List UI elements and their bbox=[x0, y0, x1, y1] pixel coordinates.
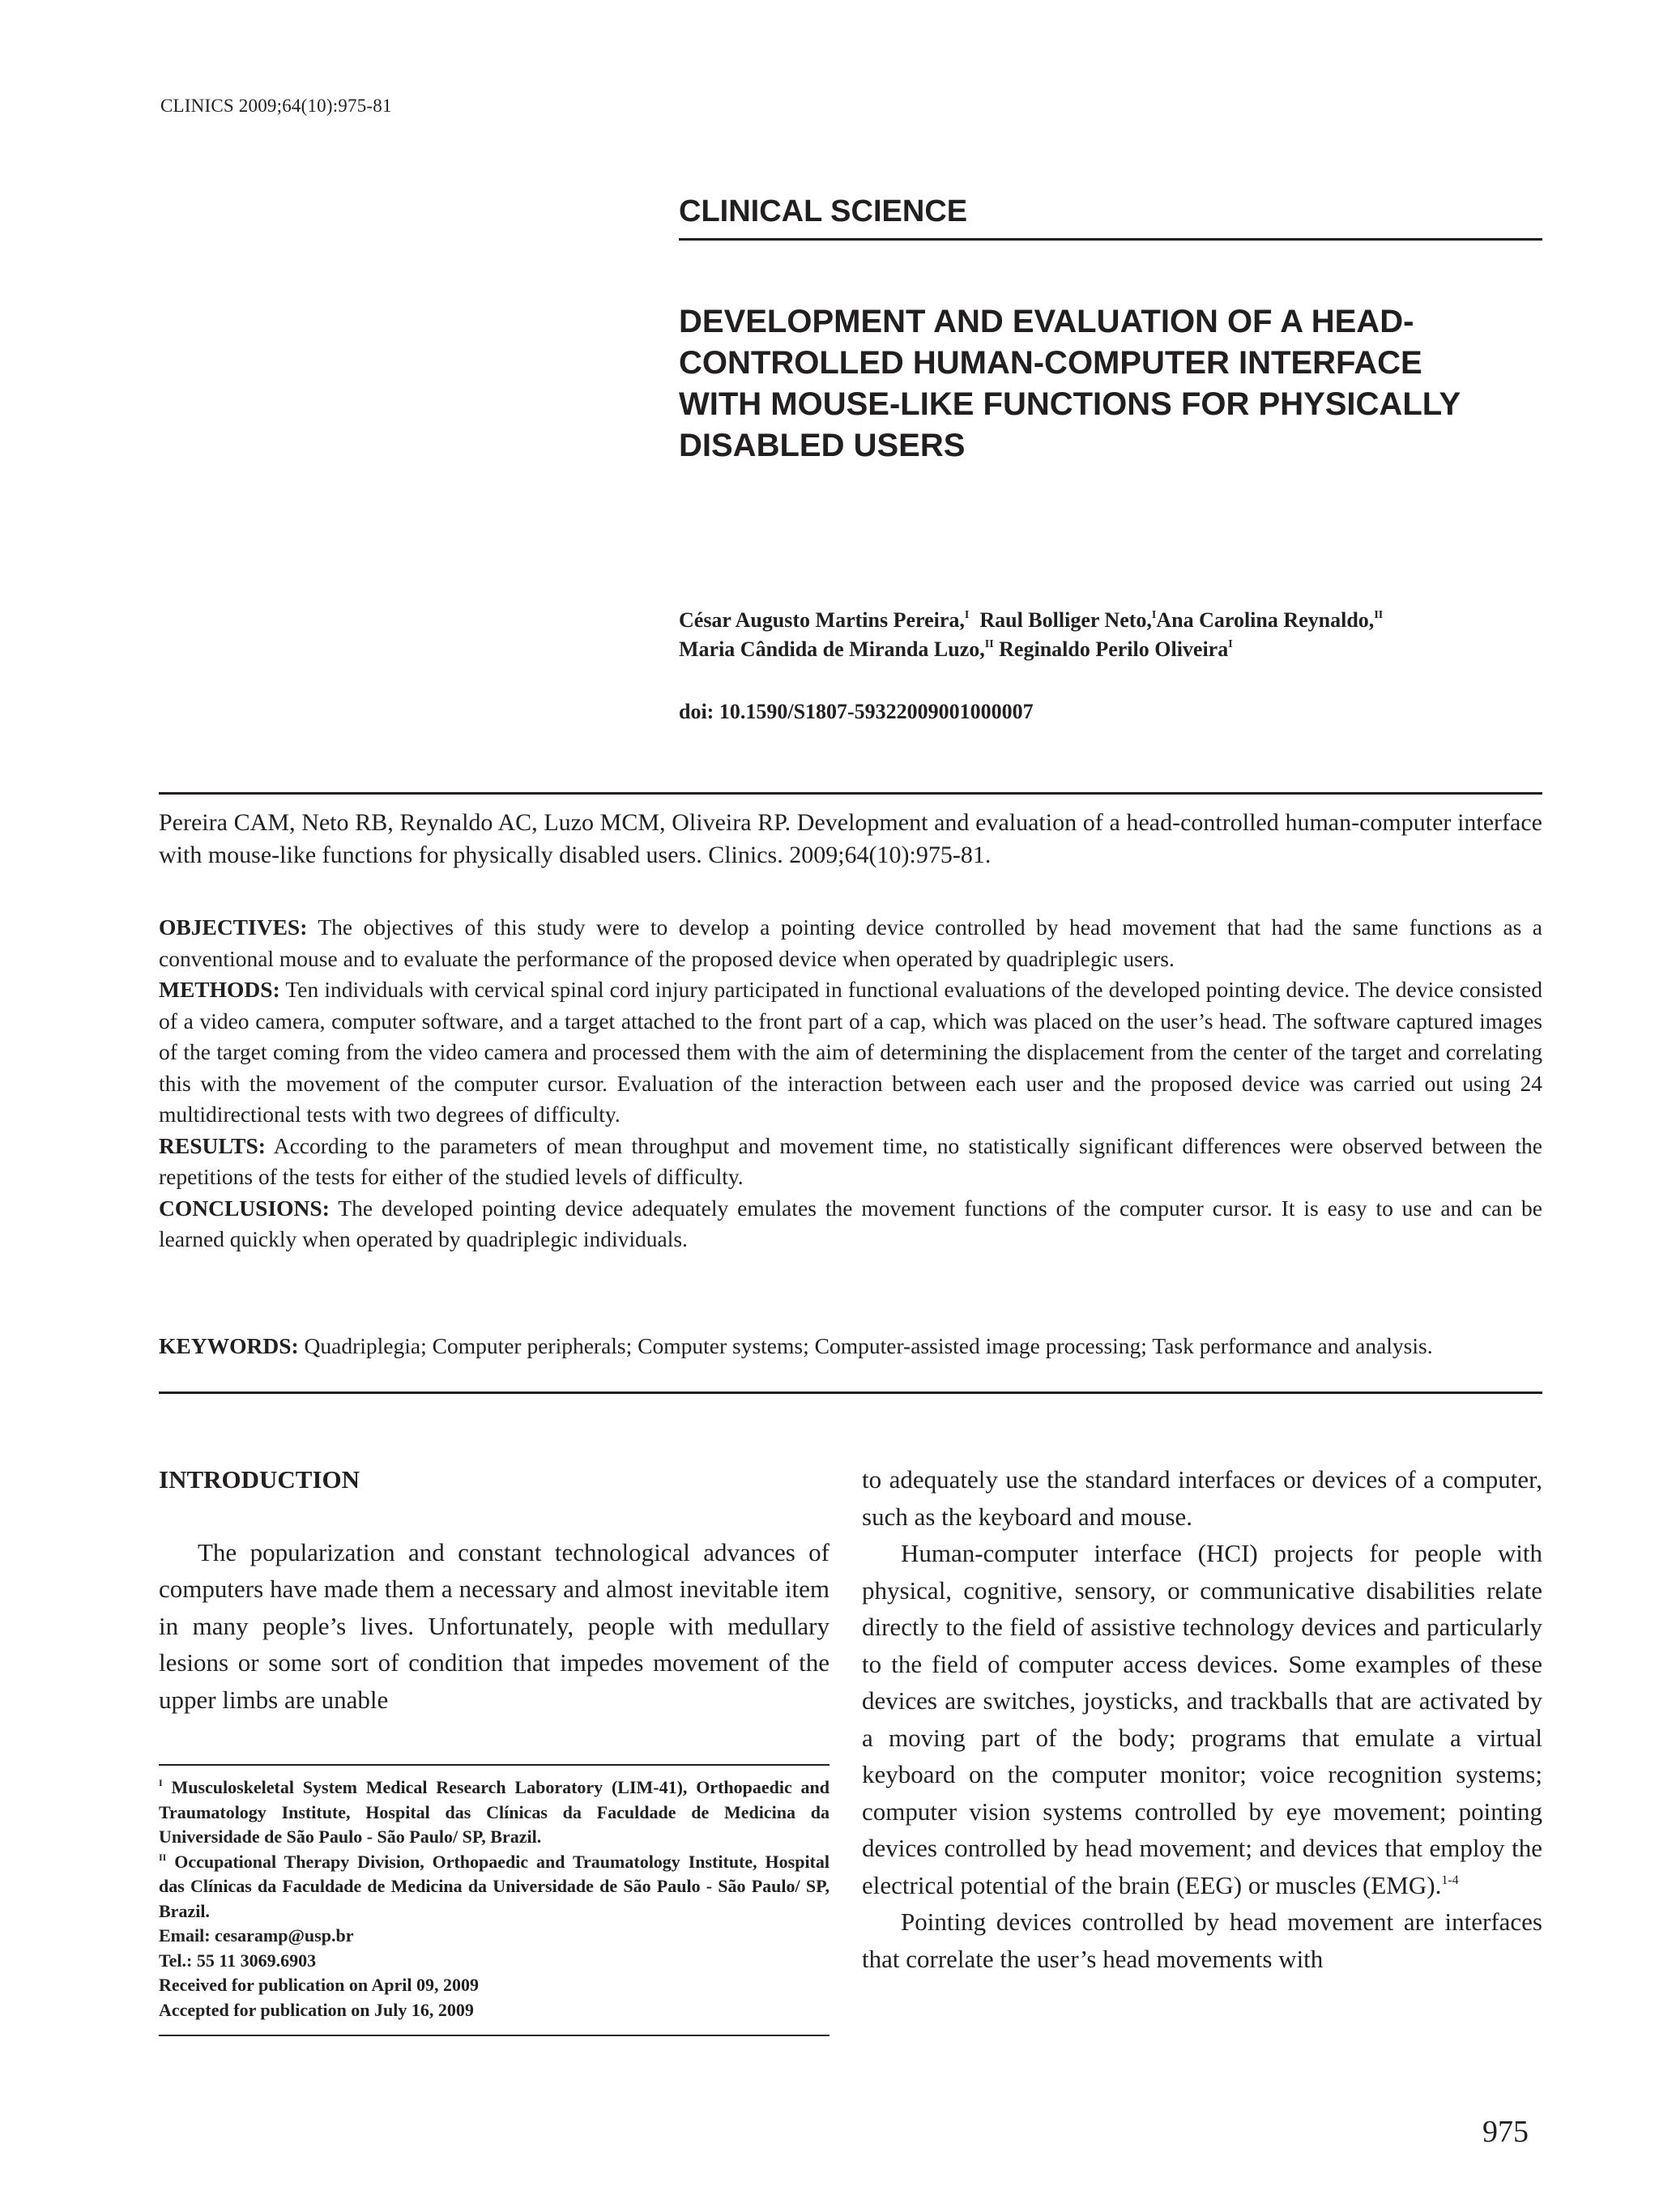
reference-mark: 1-4 bbox=[1441, 1873, 1459, 1887]
footnotes bbox=[159, 1775, 830, 2022]
abstract-conclusions bbox=[159, 1193, 1542, 1255]
body-paragraph bbox=[862, 1535, 1542, 1903]
running-head: CLINICS 2009;64(10):975-81 bbox=[160, 96, 392, 116]
footnote-email: Email: cesaramp@usp.br bbox=[159, 1925, 354, 1946]
affiliation-mark: II bbox=[159, 1851, 167, 1863]
footnote-affiliation bbox=[159, 1775, 830, 1850]
keywords bbox=[159, 1331, 1542, 1362]
right-column bbox=[862, 1461, 1542, 1977]
abstract-text: The developed pointing device adequately emulates the movement functions of the computer cursor. It is easy to use and can be learned quickly when operated by quadriplegic individuals. bbox=[159, 1195, 1542, 1251]
author-name: Ana Carolina Reynaldo, bbox=[1156, 608, 1375, 632]
abstract-label: RESULTS: bbox=[159, 1132, 266, 1158]
affiliation-mark: II bbox=[1374, 609, 1384, 621]
footnote-rule bbox=[159, 1764, 830, 1766]
abstract-text: The objectives of this study were to develop a pointing device controlled by head movement that had the same functions as a conventional mouse and to evaluate the performance of the proposed device when operated by quadriplegic users. bbox=[159, 914, 1542, 971]
affiliation-mark: I bbox=[964, 609, 970, 621]
author-line bbox=[679, 635, 1542, 664]
keywords-label: KEYWORDS: bbox=[159, 1333, 299, 1358]
abstract-text: According to the parameters of mean throughput and movement time, no statistically significant differences were observed between the repetitions of the tests for either of the studied levels of difficulty. bbox=[159, 1132, 1542, 1189]
footnote-text: Musculoskeletal System Medical Research Laboratory (LIM-41), Orthopaedic and Traumatology Institute, Hospital das Clínicas da Faculdade de Medicina da Universidade de São Paulo - São Paulo/ SP, Brazil. bbox=[159, 1777, 830, 1847]
author-line bbox=[679, 606, 1542, 635]
abstract-label: METHODS: bbox=[159, 977, 280, 1002]
title-line: WITH MOUSE-LIKE FUNCTIONS FOR PHYSICALLY bbox=[679, 386, 1461, 422]
footnote-tel: Tel.: 55 11 3069.6903 bbox=[159, 1950, 317, 1971]
title-line: DEVELOPMENT AND EVALUATION OF A HEAD- bbox=[679, 304, 1414, 339]
paragraph-text: Human-computer interface (HCI) projects for people with physical, cognitive, sensory, or communicative disabilities relate directly to the field of assistive technology devices and particularly to the field of computer access devices. Some examples of these devices are switches, joysticks, and trackballs that are activated by a moving part of the body; programs that emulate a virtual keyboard on the computer monitor; voice recognition systems; computer vision systems controlled by eye movement; pointing devices controlled by head movement; and devices that employ the electrical potential of the brain (EEG) or muscles (EMG). bbox=[862, 1539, 1542, 1899]
abstract-results bbox=[159, 1131, 1542, 1193]
author-name: César Augusto Martins Pereira, bbox=[679, 608, 965, 632]
abstract-label: OBJECTIVES: bbox=[159, 914, 308, 940]
body-paragraph: The popularization and constant technological advances of computers have made them a necessary and almost inevitable item in many people’s lives. Unfortunately, people with medullary lesions or some sort of condition that impedes movement of the upper limbs are unable bbox=[159, 1537, 830, 1714]
footnote-text: Occupational Therapy Division, Orthopaedic and Traumatology Institute, Hospital das Clínicas da Faculdade de Medicina da Universidade de São Paulo - São Paulo/ SP, Brazil. bbox=[159, 1851, 830, 1921]
footnote-accepted: Accepted for publication on July 16, 2009 bbox=[159, 1999, 474, 2020]
title-line: DISABLED USERS bbox=[679, 428, 966, 463]
affiliation-mark: I bbox=[1151, 609, 1157, 621]
body-paragraph: to adequately use the standard interfaces or devices of a computer, such as the keyboard and mouse. bbox=[862, 1465, 1542, 1531]
article-title bbox=[679, 301, 1542, 467]
doi: doi: 10.1590/S1807-59322009001000007 bbox=[679, 700, 1034, 723]
footnote-affiliation bbox=[159, 1850, 830, 1924]
abstract-objectives bbox=[159, 912, 1542, 974]
page-number: 975 bbox=[1482, 2115, 1529, 2149]
author-list bbox=[679, 606, 1542, 664]
abstract bbox=[159, 912, 1542, 1255]
section-label: CLINICAL SCIENCE bbox=[679, 194, 968, 228]
keywords-text: Quadriplegia; Computer peripherals; Computer systems; Computer-assisted image processing; Task performance and analysis. bbox=[298, 1333, 1433, 1358]
title-line: CONTROLLED HUMAN-COMPUTER INTERFACE bbox=[679, 345, 1422, 381]
author-name: Maria Cândida de Miranda Luzo, bbox=[679, 637, 985, 661]
abstract-text: Ten individuals with cervical spinal cord injury participated in functional evaluations of the developed pointing device. The device consisted of a video camera, computer software, and a target attached to the front part of a cap, which was placed on the user’s head. The software captured images of the target coming from the video camera and processed them with the aim of determining the displacement from the center of the target and correlating this with the movement of the computer cursor. Evaluation of the interaction between each user and the proposed device was carried out using 24 multidirectional tests with two degrees of difficulty. bbox=[159, 977, 1542, 1127]
abstract-top-rule bbox=[159, 792, 1542, 795]
author-name: Reginaldo Perilo Oliveira bbox=[999, 637, 1229, 661]
affiliation-mark: II bbox=[984, 638, 994, 650]
section-heading: INTRODUCTION bbox=[159, 1465, 360, 1494]
abstract-bottom-rule bbox=[159, 1392, 1542, 1394]
affiliation-mark: I bbox=[1228, 638, 1233, 650]
author-name: Raul Bolliger Neto, bbox=[979, 608, 1152, 632]
section-rule bbox=[679, 238, 1542, 241]
abstract-label: CONCLUSIONS: bbox=[159, 1195, 330, 1221]
citation: Pereira CAM, Neto RB, Reynaldo AC, Luzo MCM, Oliveira RP. Development and evaluation of a head-controlled human-computer interface with mouse-like functions for physically disabled users. Clinics. 2009;64(10):975-81. bbox=[159, 809, 1542, 868]
footnote-received: Received for publication on April 09, 2009 bbox=[159, 1975, 479, 1995]
body-paragraph: Pointing devices controlled by head movement are interfaces that correlate the user’s head movements with bbox=[862, 1907, 1542, 1973]
affiliation-mark: I bbox=[159, 1777, 163, 1788]
footnote-rule bbox=[159, 2035, 830, 2036]
abstract-methods bbox=[159, 974, 1542, 1131]
left-column bbox=[159, 1461, 830, 1718]
